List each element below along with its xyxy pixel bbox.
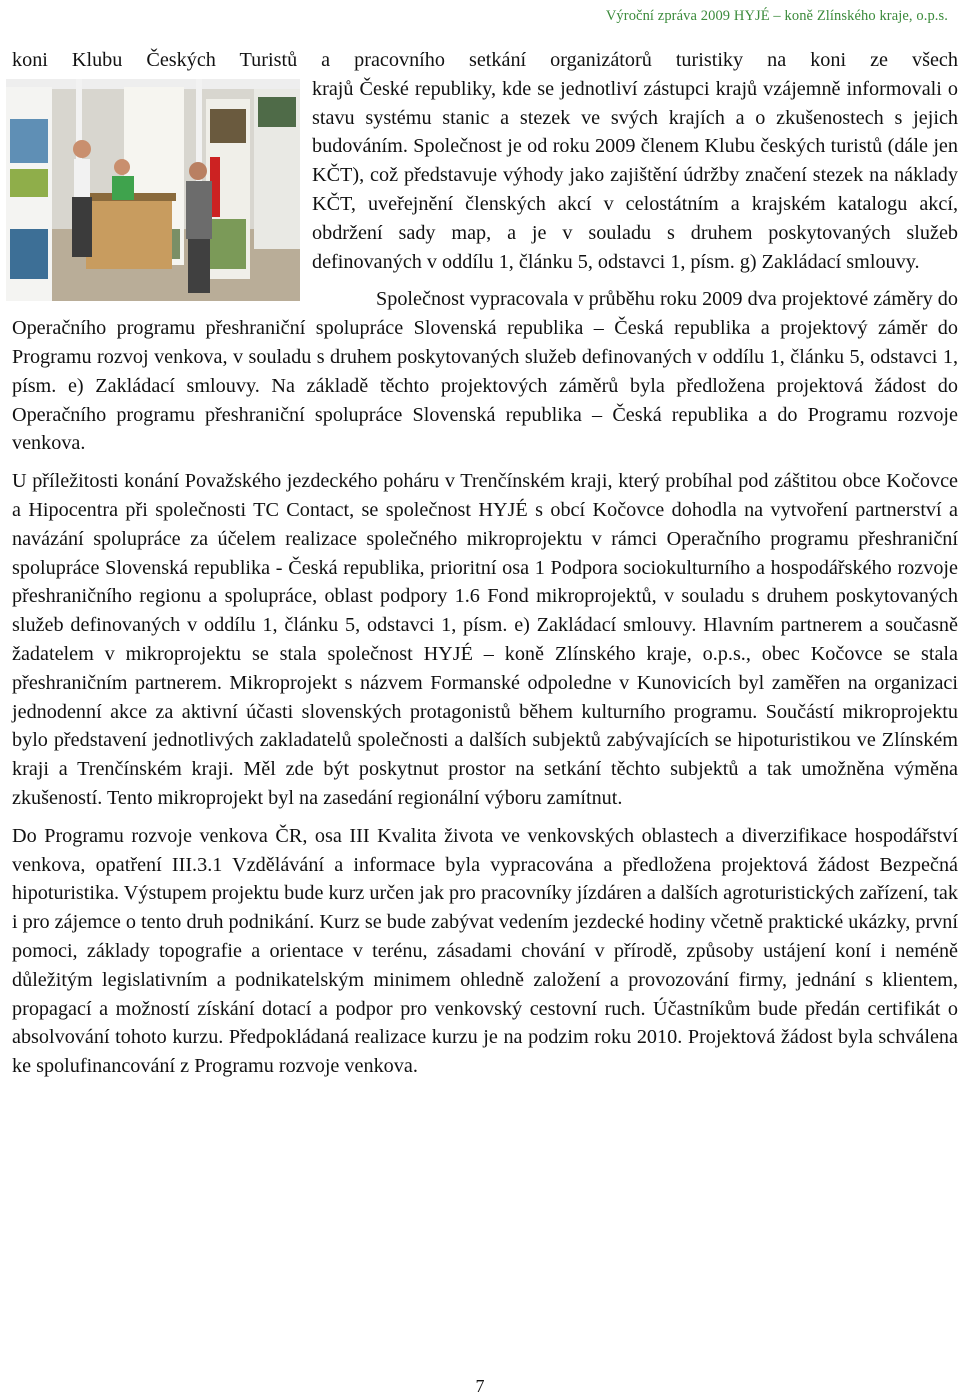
- page-number: 7: [475, 1376, 485, 1396]
- paragraph-intro-continued: krajů České republiky, kde se jednotliví zástupci krajů vzájemně informovali o stavu systému stanic a stezek ve svých krajích a o zkušenostech s jejich budováním. Společnost je od roku 2009 členem Klubu českých turistů (dále jen KČT), což představuje výhody jako zajištění údržby značení stezek na náklady KČT, uveřejnění členských akcí v celostátním a krajském katalogu akcí, obdržení sady map, a je v souladu s druhem poskytovaných služeb definovaných v oddílu 1, článku 5, odstavci 1, písm. g) Zakládací smlouvy.: [312, 77, 958, 273]
- exhibition-photo: [6, 79, 300, 301]
- exhibition-booth-illustration: [6, 79, 300, 301]
- paragraph-intro-first-line: koni Klubu Českých Turistů a pracovního setkání organizátorů turistiky na koni ze všech: [12, 49, 958, 71]
- document-body: [12, 46, 958, 1081]
- running-header: Výroční zpráva 2009 HYJÉ – koně Zlínského kraje, o.p.s.: [605, 8, 948, 24]
- paragraph-partnership: U příležitosti konání Považského jezdeckého poháru v Trenčínském kraji, který probíhal pod záštitou obce Kočovce a Hipocentra při společnosti TC Contact, se společnost HYJÉ s obcí Kočovce dohodla na vytvoření partnerství a navázání spolupráce za účelem realizace společného mikroprojektu v rámci Operačního programu přeshraniční spolupráce Slovenská republika - Česká republika, prioritní osa 1 Podpora sociokulturního a hospodářského rozvoje přeshraničního regionu a spolupráce, oblast podpory 1.6 Fond mikroprojektů, v souladu s druhem poskytovaných služeb definovaných v oddílu 1, článku 5, odstavci 1, písm. e) Zakládací smlouvy. Hlavním partnerem a současně žadatelem v mikroprojektu se stala společnost HYJÉ – koně Zlínského kraje, o.p.s., obec Kočovce se stala přeshraničním partnerem. Mikroprojekt s názvem Formanské odpoledne v Kunovicích byl zaměřen na organizaci jednodenní akce za aktivní účasti slovenských protagonistů během kulturního programu. Součástí mikroprojektu bylo představení jednotlivých zakladatelů společnosti a dalších subjektů zabývajících se hipoturistikou ve Zlínském kraji a Trenčínském kraji. Měl zde být poskytnut prostor na setkání těchto subjektů a tak umožněna výměna zkušeností. Tento mikroprojekt byl na zasedání regionální výboru zamítnut.: [12, 470, 958, 809]
- paragraph-rural-development: Do Programu rozvoje venkova ČR, osa III Kvalita života ve venkovských oblastech a diverzifikace hospodářství venkova, opatření III.3.1 Vzdělávání a informace byla vypracována a předložena projektová žádost Bezpečná hipoturistika. Výstupem projektu bude kurz určen jak pro pracovníky jízdáren a dalších agroturistických zařízení, tak i pro zájemce o tento druh podnikání. Kurz se bude zabývat vedením jezdecké hodiny včetně praktické ukázky, první pomoci, základy topografie a orientace v terénu, zásadami chování v přírodě, způsoby ustájení koní i neméně důležitým legislativním a podnikatelským minimem ohledně založení a provozování firmy, jednání s klientem, propagací a možností získání dotací a podpor pro venkovský cestovní ruch. Účastníkům bude předán certifikát o absolvování tohoto kurzu. Předpokládaná realizace kurzu je na podzim roku 2010. Projektová žádost byla schválena ke spolufinancování z Programu rozvoje venkova.: [12, 824, 958, 1078]
- paragraph-project-plans: Společnost vypracovala v průběhu roku 2009 dva projektové záměry do Operačního programu přeshraniční spolupráce Slovenská republika – Česká republika a projektový záměr do Programu rozvoj venkova, v souladu s druhem poskytovaných služeb definovaných v oddílu 1, článku 5, odstavci 1, písm. e) Zakládací smlouvy. Na základě těchto projektových záměrů byla předložena projektová žádost do Operačního programu přeshraniční spolupráce Slovenská republika – Česká republika a do Programu rozvoje venkova.: [12, 288, 958, 455]
